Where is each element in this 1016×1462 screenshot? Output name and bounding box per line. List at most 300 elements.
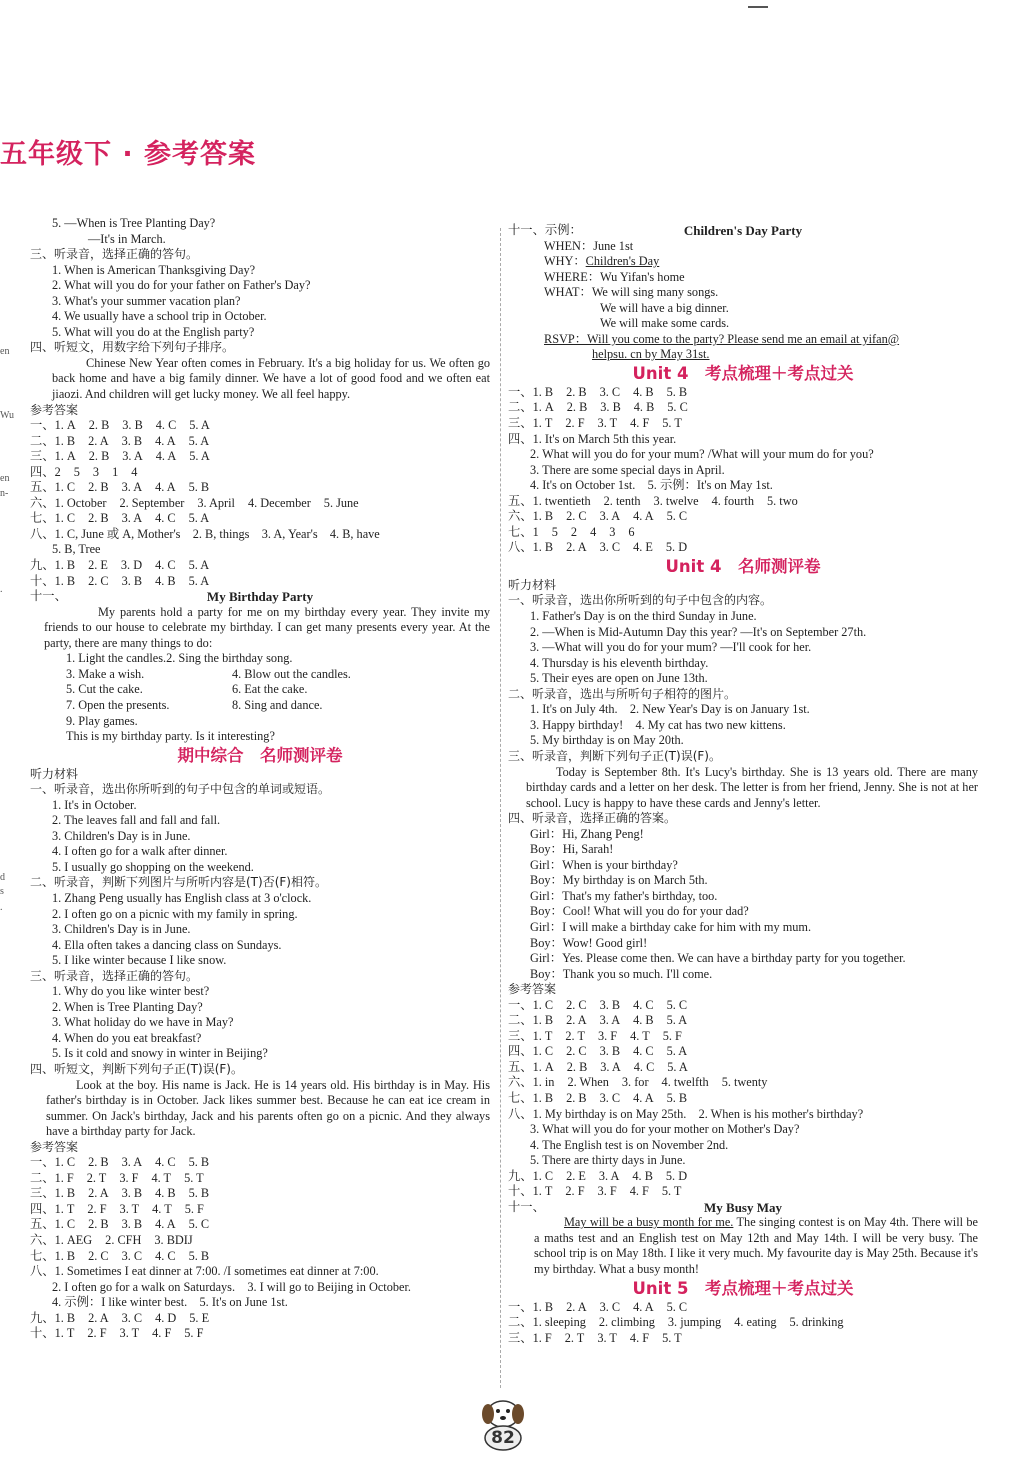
answer: 4. C <box>633 997 654 1012</box>
answer: 5. F <box>184 1201 204 1216</box>
answer: 2. T <box>564 1330 585 1345</box>
answer: 4. C <box>155 1155 176 1170</box>
right-column <box>508 223 978 1346</box>
answer: 4. B <box>155 573 176 588</box>
answer: 4 <box>590 524 597 539</box>
form-value: June 1st <box>593 238 634 253</box>
answer: 3 <box>92 464 100 479</box>
answer: 2. B <box>88 480 109 495</box>
answer-heading: 参考答案 <box>30 1139 79 1154</box>
text-line: 5. My birthday is on May 20th. <box>530 733 684 748</box>
text-line: —It's in March. <box>88 231 166 246</box>
answer: 4. C <box>155 511 176 526</box>
section-banner: Unit 4 名师测评卷 <box>665 556 821 576</box>
list-item: 3. Make a wish. <box>66 666 145 681</box>
answer: 5. A <box>188 433 210 448</box>
text-line: 3. What's your summer vacation plan? <box>52 293 241 308</box>
section-label: 十一、 <box>30 589 67 604</box>
answer: 2. B <box>88 449 110 464</box>
answer-row <box>30 1171 490 1187</box>
section-heading: 二、听录音，判断下列图片与所听内容是(T)否(F)相符。 <box>30 875 327 890</box>
answer: 4. D <box>155 1310 177 1325</box>
text-line: We will make some cards. <box>600 316 730 331</box>
answer: 4. T <box>151 1170 172 1185</box>
answer: 六、1. in <box>508 1075 555 1090</box>
answer: 三、1. A <box>30 449 76 464</box>
text-line: 4. 示例：I like winter best. 5. It's on June 1st. <box>52 1295 288 1310</box>
answer: 2. E <box>88 558 108 573</box>
answer: 2. A <box>566 1013 587 1028</box>
paragraph-text: The singing contest is on May 4th. There will be a maths test and an English test on May 12th and May 14th. I will be very busy. The school trip is on May 18th. I like it very much. My favourite day is May 25th. Because it's my birthday. What a busy month! <box>534 1215 979 1276</box>
answer-row <box>30 434 490 450</box>
answer-row <box>30 1202 490 1218</box>
section-heading: 三、听录音，判断下列句子正(T)误(F)。 <box>508 748 721 763</box>
answer: 2. B <box>566 1090 587 1105</box>
answer: 4. fourth <box>711 493 754 508</box>
answer: 3. A <box>600 1059 621 1074</box>
answer: 4. eating <box>734 1315 777 1330</box>
answer: 4. C <box>155 558 176 573</box>
page-number-badge <box>478 1398 528 1452</box>
text-line: 1. Father's Day is on the third Sunday in June. <box>530 609 757 624</box>
answer-row <box>508 525 978 541</box>
answer: 一、1. C <box>30 1155 76 1170</box>
dialogue-line: Girl：When is your birthday? <box>530 857 678 872</box>
dialogue-line: Boy：Cool! What will you do for your dad? <box>530 904 749 919</box>
answer: 六、1. October <box>30 495 107 510</box>
text-line: 5. —When is Tree Planting Day? <box>52 216 216 230</box>
answer: 3. B <box>122 418 143 433</box>
dialogue-line: Girl：Yes. Please come then. We can have a birthday party for you together. <box>530 951 906 966</box>
answer-row <box>508 1184 978 1200</box>
answer: 3. BDIJ <box>154 1233 193 1247</box>
answer: 3. C <box>599 1299 621 1314</box>
text-line: 4. The English test is on November 2nd. <box>530 1137 729 1152</box>
text-line: 4. Ella often takes a dancing class on Sundays. <box>52 937 282 952</box>
answer: 5. D <box>665 1168 688 1183</box>
text-line: 1. It's on July 4th. 2. New Year's Day is on January 1st. <box>530 702 810 717</box>
answer: 3. A <box>121 480 143 495</box>
margin-text: n- <box>0 488 9 499</box>
answer: 八、1. B <box>508 540 554 555</box>
answer: 3. A <box>121 1155 143 1170</box>
form-value: Children's Day <box>585 254 660 269</box>
text-line: 3. There are some special days in April. <box>530 462 725 477</box>
answer: 4. B <box>632 1168 653 1183</box>
text-line: 1. It's in October. <box>52 797 137 812</box>
answer: 4. B <box>633 400 655 415</box>
answer: 四、2 <box>30 464 61 479</box>
answer: 六、1. B <box>508 509 554 524</box>
form-value: Wu Yifan's home <box>600 269 685 284</box>
text-line: 八、1. My birthday is on May 25th. 2. When is his mother's birthday? <box>508 1106 864 1121</box>
answer: 3. April <box>197 495 235 510</box>
form-label: WHERE： <box>544 269 601 284</box>
answer: 4. F <box>152 1326 172 1341</box>
text-line: 4. Thursday is his eleventh birthday. <box>530 655 709 670</box>
section-heading: 听力材料 <box>508 577 557 592</box>
answer: 4. A <box>155 480 176 495</box>
answer-row <box>30 480 490 496</box>
form-label: WHEN： <box>544 238 594 253</box>
paragraph: My parents hold a party for me on my birthday every year. They invite my friends to our house to celebrate my birthday. I can get many presents every year. At the party, there are many things to do: <box>44 604 490 650</box>
answer: 1 <box>112 464 119 479</box>
form-row <box>508 270 978 286</box>
list-row <box>30 698 490 714</box>
answer-row <box>508 1300 978 1316</box>
answer: 5. A <box>188 558 210 573</box>
text-line: 2. The leaves fall and fall and fall. <box>52 813 221 828</box>
text-line: 3. What will you do for your mother on Mother's Day? <box>530 1122 800 1137</box>
answer: 3. D <box>120 558 143 573</box>
margin-text: en <box>0 346 10 357</box>
answer: 3. B <box>599 1044 621 1059</box>
answer: 4. B <box>633 1013 654 1028</box>
answer: 3. B <box>599 997 621 1012</box>
answer: 2. T <box>565 1028 585 1043</box>
list-item: 1. Light the candles. <box>66 651 167 666</box>
text-line: 2. What will you do for your father on Father's Day? <box>52 278 311 293</box>
answer: 2. B <box>88 511 109 526</box>
answer: 九、1. B <box>30 558 76 573</box>
answer: 十、1. B <box>30 573 76 588</box>
page-header: 五年级下 · 参考答案 <box>0 139 257 170</box>
answer: 3 <box>609 524 616 539</box>
answer: 2. C <box>88 1248 109 1263</box>
answer-row <box>30 574 490 590</box>
margin-text: s <box>0 886 4 897</box>
answer: 5. A <box>189 418 210 433</box>
answer: 5. E <box>189 1310 210 1325</box>
list-item: 7. Open the presents. <box>66 697 170 712</box>
answer: 5. B <box>188 1248 210 1263</box>
list-item: 9. Play games. <box>66 713 138 728</box>
text-line: 3. —What will you do for your mum? —I'll cook for her. <box>530 640 812 655</box>
margin-text: Wu <box>0 410 15 421</box>
answer: 十、1. T <box>508 1184 553 1199</box>
answer: 3. A <box>121 511 143 526</box>
essay-title-row <box>508 223 978 239</box>
section-banner: Unit 5 考点梳理＋考点过关 <box>632 1278 854 1298</box>
answer: 5. A <box>666 1013 688 1028</box>
answer: 3. F <box>597 1184 617 1199</box>
answer: 2. A <box>88 1310 109 1325</box>
answer: 3. for <box>621 1075 649 1090</box>
answer: 2. A <box>566 1299 587 1314</box>
answer: 二、1. B <box>30 433 76 448</box>
answer: 2. C <box>566 509 587 524</box>
answer: 二、1. sleeping <box>508 1315 586 1330</box>
answer: 5. B <box>188 1186 210 1201</box>
essay-title: Children's Day Party <box>683 223 803 238</box>
section-heading: 四、听短文，判断下列句子正(T)误(F)。 <box>30 1061 243 1076</box>
answer: 5 <box>551 524 558 539</box>
essay-title-row <box>30 589 490 605</box>
text-line: 八、1. C, June 或 A, Mother's 2. B, things 3. A, Year's 4. B, have <box>30 526 380 541</box>
answer: 3. A <box>598 1168 620 1183</box>
answer: 5. T <box>662 416 682 431</box>
answer: 4. twelfth <box>661 1075 709 1090</box>
answer-row <box>508 998 978 1014</box>
text-line: This is my birthday party. Is it interesting? <box>66 729 275 744</box>
answer: 2. B <box>566 400 588 415</box>
answer: 五、1. twentieth <box>508 493 591 508</box>
text-line: 1. When is American Thanksgiving Day? <box>52 262 256 277</box>
essay-title: My Busy May <box>704 1199 782 1215</box>
answer: 2. B <box>88 1217 109 1232</box>
answer: 3. F <box>598 1028 618 1043</box>
answer: 5. C <box>667 400 688 415</box>
list-row <box>30 651 490 667</box>
answer: 三、1. T <box>508 416 553 431</box>
answer: 2. tenth <box>603 493 641 508</box>
answer: 3. C <box>599 540 621 555</box>
answer-row <box>30 1186 490 1202</box>
answer: 3. twelve <box>653 493 699 508</box>
answer: 5. T <box>661 1184 682 1199</box>
section-banner: 期中综合 名师测评卷 <box>177 745 343 765</box>
answer: 5. C <box>188 1217 210 1232</box>
answer-row <box>30 418 490 434</box>
answer: 3. T <box>119 1326 140 1341</box>
answer: 4. A <box>633 1090 654 1105</box>
answer-row <box>508 1315 978 1331</box>
answer: 2. E <box>566 1168 586 1183</box>
answer: 九、1. B <box>30 1310 76 1325</box>
top-mark <box>748 6 768 8</box>
answer-row <box>30 1326 490 1342</box>
section-label: 十一、 <box>508 1199 545 1214</box>
answer: 二、1. A <box>508 400 554 415</box>
answer: 2. A <box>566 540 587 555</box>
paragraph: Look at the boy. His name is Jack. He is 14 years old. His birthday is in May. His father's birthday is in October. Jack likes summer best. Because he can eat ice cream in summer. On Jack's birthday, Jack and his parents often go on a picnic. And they always have a birthday party for Jack. <box>46 1077 490 1139</box>
answer: 4. F <box>629 1184 649 1199</box>
section-heading: 四、听短文，用数字给下列句子排序。 <box>30 340 235 355</box>
answer: 2. B <box>566 384 587 399</box>
answer-heading: 参考答案 <box>30 402 79 417</box>
answer: 三、1. B <box>30 1186 76 1201</box>
dialogue-line: Girl：That's my father's birthday, too. <box>530 888 718 903</box>
text-line: We will have a big dinner. <box>600 300 729 315</box>
form-label: WHAT： <box>544 285 592 300</box>
answer: 2. C <box>566 1044 587 1059</box>
dialogue-line: Boy：Hi, Sarah! <box>530 842 614 857</box>
text-line: 5. I like winter because I like snow. <box>52 953 227 968</box>
text-line: 4. I often go for a walk after dinner. <box>52 844 228 859</box>
dialogue-line: Girl：I will make a birthday cake for him with my mum. <box>530 919 812 934</box>
text-line: 5. Is it cold and snowy in winter in Beijing? <box>52 1046 268 1061</box>
answer: 4. A <box>155 1217 176 1232</box>
answer-row <box>508 385 978 401</box>
essay-title: My Birthday Party <box>206 589 314 605</box>
answer: 5. A <box>188 573 210 588</box>
answer: 3. jumping <box>667 1315 722 1330</box>
text-line: 4. It's on October 1st. 5. 示例：It's on May 1st. <box>530 478 773 493</box>
answer-row <box>508 509 978 525</box>
answer: 5. two <box>766 493 798 508</box>
answer-row <box>30 511 490 527</box>
section-heading: 四、听录音，选择正确的答案。 <box>508 811 677 826</box>
text-line: 5. There are thirty days in June. <box>530 1153 686 1168</box>
paragraph <box>508 1215 978 1277</box>
answer: 4. A <box>155 433 176 448</box>
text-line: helpsu. cn by May 31st. <box>592 347 710 362</box>
margin-text: d <box>0 872 5 883</box>
answer: 4. A <box>633 509 654 524</box>
answer-row <box>30 1233 490 1249</box>
text-line: 2. I often go on a picnic with my family in spring. <box>52 906 298 921</box>
answer: 4. B <box>633 384 654 399</box>
answer: 4. F <box>630 416 650 431</box>
margin-text: . <box>0 902 3 913</box>
answer: 5. B <box>666 384 688 399</box>
answer: 五、1. C <box>30 480 76 495</box>
answer: 六、1. AEG <box>30 1233 93 1247</box>
answer-heading: 参考答案 <box>508 982 557 997</box>
list-item: 2. Sing the birthday song. <box>166 651 293 666</box>
answer-row <box>508 1075 978 1091</box>
section-heading: 三、听录音，选择正确的答句。 <box>30 968 199 983</box>
answer: 十、1. T <box>30 1326 75 1341</box>
form-row <box>508 254 978 270</box>
answer: 2. F <box>87 1201 107 1216</box>
list-row <box>30 682 490 698</box>
answer: 5. twenty <box>721 1075 768 1090</box>
dialogue-line: Girl：Hi, Zhang Peng! <box>530 826 644 841</box>
answer: 五、1. A <box>508 1059 554 1074</box>
answer: 5. F <box>662 1028 682 1043</box>
form-row <box>508 285 978 301</box>
answer-row <box>30 1311 490 1327</box>
answer: 3. B <box>121 1217 143 1232</box>
text-line: 2. When is Tree Planting Day? <box>52 999 203 1014</box>
text-line: 八、1. Sometimes I eat dinner at 7:00. /I sometimes eat dinner at 7:00. <box>30 1264 379 1279</box>
section-label: 十一、示例： <box>508 223 582 237</box>
margin-text: en <box>0 473 10 484</box>
section-heading: 二、听录音，选出与所听句子相符的图片。 <box>508 686 737 701</box>
text-line: 4. We usually have a school trip in October. <box>52 309 267 324</box>
paragraph: Chinese New Year often comes in February. It's a big holiday for us. We often go back home and have a big family dinner. We have a lot of good food and we often eat jiaozi. And children will get lucky money. We all feel happy. <box>52 355 490 402</box>
essay-title-row <box>508 1200 978 1216</box>
answer: 2. A <box>88 433 109 448</box>
answer: 四、1. C <box>508 1044 554 1059</box>
answer: 3. B <box>121 573 143 588</box>
answer: 三、1. F <box>508 1330 552 1345</box>
answer: 2. A <box>88 1186 109 1201</box>
section-banner: Unit 4 考点梳理＋考点过关 <box>632 363 854 383</box>
answer: 2. B <box>88 418 110 433</box>
text-line: 1. Zhang Peng usually has English class at 3 o'clock. <box>52 890 312 905</box>
answer-row <box>30 1155 490 1171</box>
answer: 3. T <box>597 416 618 431</box>
list-row <box>30 667 490 683</box>
answer: 3. F <box>119 1170 139 1185</box>
answer: 6 <box>628 524 635 539</box>
answer: 3. C <box>121 1310 143 1325</box>
answer: 3. T <box>597 1330 617 1345</box>
text-line: 4. When do you eat breakfast? <box>52 1030 202 1045</box>
answer: 一、1. A <box>30 418 76 433</box>
answer: 七、1. B <box>30 1248 76 1263</box>
answer: 七、1. B <box>508 1090 554 1105</box>
answer: 4. December <box>247 495 311 510</box>
text-line: 四、1. It's on March 5th this year. <box>508 431 677 446</box>
answer: 2. September <box>119 495 185 510</box>
dialogue-line: Boy：Thank you so much. I'll come. <box>530 966 713 981</box>
answer: 4. F <box>629 1330 650 1345</box>
answer: 2. T <box>86 1170 107 1185</box>
text-line: 5. Their eyes are open on June 13th. <box>530 671 708 686</box>
answer: 3. B <box>121 1186 143 1201</box>
answer: 5. D <box>665 540 688 555</box>
answer: 4 <box>131 464 138 479</box>
dialogue-line: Boy：My birthday is on March 5th. <box>530 873 708 888</box>
answer-row <box>508 400 978 416</box>
text-line: 2. I often go for a walk on Saturdays. 3. I will go to Beijing in October. <box>52 1279 411 1294</box>
answer: 3. C <box>121 1248 143 1263</box>
section-heading: 三、听录音，选择正确的答句。 <box>30 247 199 262</box>
answer: 3. A <box>599 1013 621 1028</box>
answer-row <box>508 1029 978 1045</box>
answer: 4. A <box>155 449 177 464</box>
answer-row <box>508 1331 978 1347</box>
answer: 2. climbing <box>598 1315 655 1330</box>
answer-row <box>30 1249 490 1265</box>
answer: 一、1. B <box>508 1299 554 1314</box>
form-row <box>508 239 978 255</box>
answer: 3. A <box>122 449 143 464</box>
answer: 2. F <box>87 1326 107 1341</box>
text-line: 5. I usually go shopping on the weekend. <box>52 859 254 874</box>
list-item: 4. Blow out the candles. <box>232 666 351 681</box>
answer: 5. A <box>188 511 210 526</box>
answer: 2. F <box>565 1184 585 1199</box>
left-column <box>30 216 490 1342</box>
answer: 5. C <box>666 509 688 524</box>
answer: 4. A <box>633 1299 654 1314</box>
answer-row <box>508 1091 978 1107</box>
answer-row <box>508 416 978 432</box>
answer: 七、1. C <box>30 511 76 526</box>
section-heading: 一、听录音，选出你所听到的句子中包含的单词或短语。 <box>30 782 331 797</box>
answer: 5. A <box>189 449 210 464</box>
answer: 5. T <box>662 1330 682 1345</box>
list-item: 6. Eat the cake. <box>232 682 308 697</box>
answer-row <box>508 494 978 510</box>
text-line: 5. B, Tree <box>52 542 101 557</box>
column-divider <box>500 228 501 1388</box>
answer: 2. B <box>566 1059 588 1074</box>
answer: 5. C <box>666 997 688 1012</box>
answer: 2. B <box>88 1155 109 1170</box>
answer-row <box>30 1217 490 1233</box>
page-number: 82 <box>491 1428 515 1448</box>
answer: 三、1. T <box>508 1028 553 1043</box>
answer: 5. C <box>666 1299 688 1314</box>
answer: 4. C <box>155 1248 176 1263</box>
text-line: 5. What will you do at the English party? <box>52 324 255 339</box>
answer: 2. C <box>566 997 587 1012</box>
answer: 2. CFH <box>105 1233 142 1247</box>
answer: 2 <box>570 524 578 539</box>
answer-row <box>30 496 490 512</box>
answer: 3. C <box>599 1090 621 1105</box>
answer: 4. T <box>630 1028 650 1043</box>
answer: 一、1. C <box>508 997 554 1012</box>
answer: 5. B <box>188 1155 210 1170</box>
answer: 2. F <box>565 416 585 431</box>
answer: 4. E <box>633 540 653 555</box>
